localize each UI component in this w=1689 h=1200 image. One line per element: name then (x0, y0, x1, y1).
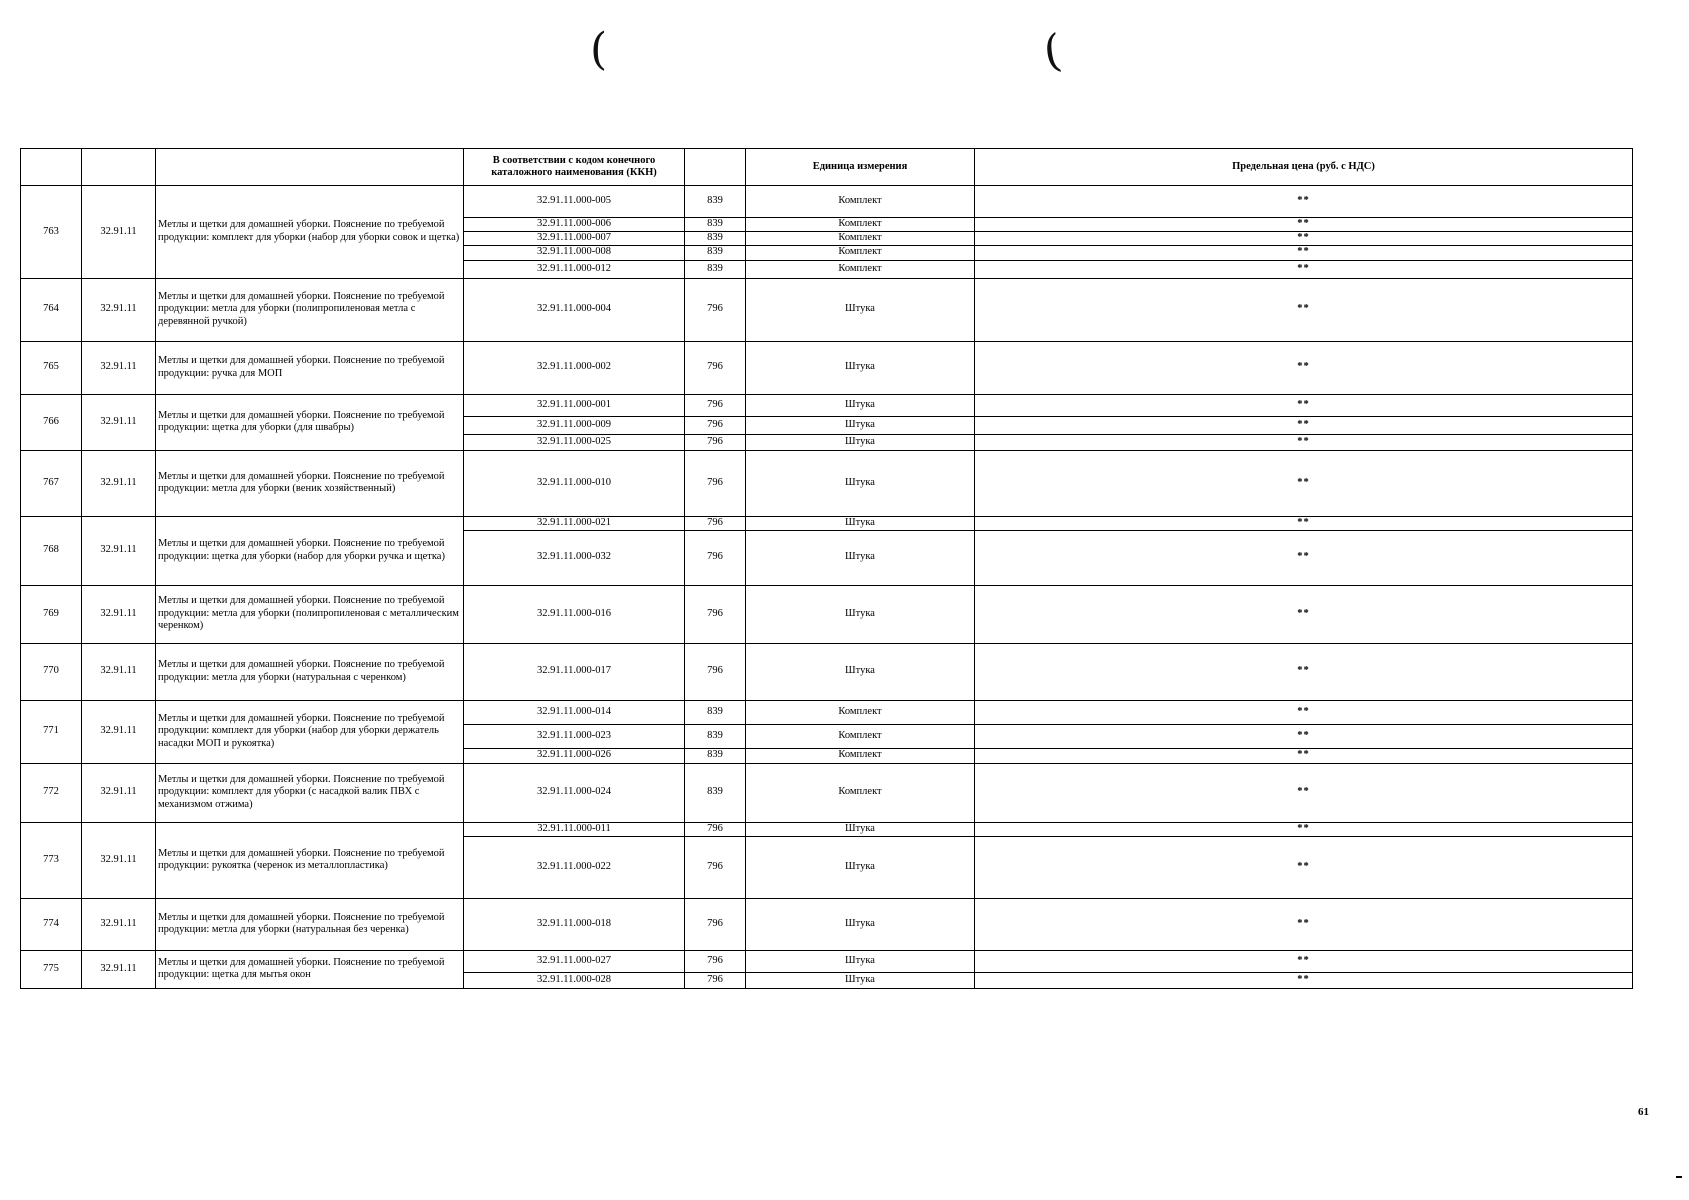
okpd-code: 32.91.11 (82, 585, 156, 643)
kkn-code: 32.91.11.000-027 (464, 950, 685, 972)
item-number: 765 (21, 341, 82, 394)
item-description: Метлы и щетки для домашней уборки. Пояснение по требуемой продукции: комплект для уборки (набор для уборки держатель насадки МОП и рукоятка) (156, 700, 464, 763)
unit-name: Штука (746, 341, 975, 394)
kkn-code: 32.91.11.000-022 (464, 836, 685, 898)
okpd-code: 32.91.11 (82, 450, 156, 516)
kkn-code: 32.91.11.000-012 (464, 260, 685, 278)
okei-code: 839 (685, 245, 746, 260)
max-price: ** (975, 218, 1633, 232)
header-unit: Единица измерения (746, 149, 975, 186)
okpd-code: 32.91.11 (82, 822, 156, 898)
okpd-code: 32.91.11 (82, 278, 156, 341)
unit-name: Штука (746, 434, 975, 450)
item-number: 771 (21, 700, 82, 763)
item-number: 769 (21, 585, 82, 643)
okpd-code: 32.91.11 (82, 643, 156, 700)
kkn-code: 32.91.11.000-011 (464, 822, 685, 836)
item-description: Метлы и щетки для домашней уборки. Пояснение по требуемой продукции: комплект для уборки (с насадкой валик ПВХ с механизмом отжима) (156, 763, 464, 822)
unit-name: Комплект (746, 724, 975, 748)
unit-name: Штука (746, 516, 975, 530)
max-price: ** (975, 186, 1633, 218)
table-row (21, 341, 1633, 394)
max-price: ** (975, 763, 1633, 822)
okei-code: 796 (685, 416, 746, 434)
max-price: ** (975, 434, 1633, 450)
max-price: ** (975, 585, 1633, 643)
unit-name: Штука (746, 836, 975, 898)
kkn-code: 32.91.11.000-018 (464, 898, 685, 950)
header-desc (156, 149, 464, 186)
table-row (21, 950, 1633, 972)
okei-code: 796 (685, 898, 746, 950)
table-row (21, 186, 1633, 218)
unit-name: Штука (746, 394, 975, 416)
unit-name: Комплект (746, 700, 975, 724)
table-row (21, 585, 1633, 643)
kkn-code: 32.91.11.000-001 (464, 394, 685, 416)
item-description: Метлы и щетки для домашней уборки. Пояснение по требуемой продукции: щетка для мытья окон (156, 950, 464, 988)
kkn-code: 32.91.11.000-008 (464, 245, 685, 260)
item-number: 767 (21, 450, 82, 516)
okei-code: 796 (685, 394, 746, 416)
kkn-code: 32.91.11.000-009 (464, 416, 685, 434)
unit-name: Штука (746, 643, 975, 700)
unit-name: Комплект (746, 260, 975, 278)
okei-code: 796 (685, 434, 746, 450)
okei-code: 796 (685, 585, 746, 643)
kkn-code: 32.91.11.000-016 (464, 585, 685, 643)
okpd-code: 32.91.11 (82, 516, 156, 585)
item-description: Метлы и щетки для домашней уборки. Пояснение по требуемой продукции: ручка для МОП (156, 341, 464, 394)
table-row (21, 450, 1633, 516)
max-price: ** (975, 516, 1633, 530)
table-row (21, 278, 1633, 341)
max-price: ** (975, 416, 1633, 434)
unit-name: Штука (746, 530, 975, 585)
okei-code: 839 (685, 763, 746, 822)
table-body (21, 186, 1633, 989)
kkn-code: 32.91.11.000-002 (464, 341, 685, 394)
unit-name: Штука (746, 898, 975, 950)
table-header-row (21, 149, 1633, 186)
max-price: ** (975, 700, 1633, 724)
unit-name: Штука (746, 450, 975, 516)
item-description: Метлы и щетки для домашней уборки. Пояснение по требуемой продукции: щетка для уборки (набор для уборки ручка и щетка) (156, 516, 464, 585)
okei-code: 839 (685, 218, 746, 232)
max-price: ** (975, 836, 1633, 898)
okei-code: 796 (685, 516, 746, 530)
okpd-code: 32.91.11 (82, 186, 156, 279)
okpd-code: 32.91.11 (82, 763, 156, 822)
table-row (21, 516, 1633, 530)
item-description: Метлы и щетки для домашней уборки. Пояснение по требуемой продукции: метла для уборки (натуральная без черенка) (156, 898, 464, 950)
unit-name: Штука (746, 585, 975, 643)
scan-mark-right: ( (1040, 25, 1065, 78)
kkn-code: 32.91.11.000-023 (464, 724, 685, 748)
max-price: ** (975, 260, 1633, 278)
unit-name: Комплект (746, 218, 975, 232)
okpd-code: 32.91.11 (82, 950, 156, 988)
table-row (21, 763, 1633, 822)
okei-code: 796 (685, 972, 746, 988)
table-row (21, 643, 1633, 700)
header-price: Предельная цена (руб. с НДС) (975, 149, 1633, 186)
item-number: 773 (21, 822, 82, 898)
item-description: Метлы и щетки для домашней уборки. Пояснение по требуемой продукции: метла для уборки (полипропиленовая с металлическим черенком) (156, 585, 464, 643)
item-number: 764 (21, 278, 82, 341)
unit-name: Штука (746, 822, 975, 836)
kkn-code: 32.91.11.000-014 (464, 700, 685, 724)
item-description: Метлы и щетки для домашней уборки. Пояснение по требуемой продукции: метла для уборки (веник хозяйственный) (156, 450, 464, 516)
max-price: ** (975, 394, 1633, 416)
header-okei (685, 149, 746, 186)
okei-code: 839 (685, 260, 746, 278)
kkn-code: 32.91.11.000-007 (464, 231, 685, 245)
unit-name: Комплект (746, 231, 975, 245)
item-description: Метлы и щетки для домашней уборки. Пояснение по требуемой продукции: рукоятка (черенок из металлопластика) (156, 822, 464, 898)
kkn-code: 32.91.11.000-010 (464, 450, 685, 516)
max-price: ** (975, 231, 1633, 245)
unit-name: Комплект (746, 245, 975, 260)
kkn-code: 32.91.11.000-028 (464, 972, 685, 988)
item-number: 772 (21, 763, 82, 822)
item-description: Метлы и щетки для домашней уборки. Пояснение по требуемой продукции: метла для уборки (полипропиленовая метла с деревянной ручкой) (156, 278, 464, 341)
item-number: 775 (21, 950, 82, 988)
okei-code: 796 (685, 341, 746, 394)
okei-code: 839 (685, 186, 746, 218)
kkn-code: 32.91.11.000-017 (464, 643, 685, 700)
max-price: ** (975, 530, 1633, 585)
okei-code: 839 (685, 700, 746, 724)
kkn-code: 32.91.11.000-021 (464, 516, 685, 530)
okpd-code: 32.91.11 (82, 898, 156, 950)
table-row (21, 700, 1633, 724)
item-description: Метлы и щетки для домашней уборки. Пояснение по требуемой продукции: комплект для уборки (набор для уборки совок и щетка) (156, 186, 464, 279)
okei-code: 796 (685, 278, 746, 341)
unit-name: Штука (746, 278, 975, 341)
okei-code: 839 (685, 231, 746, 245)
item-number: 766 (21, 394, 82, 450)
okei-code: 796 (685, 450, 746, 516)
table-row (21, 394, 1633, 416)
okei-code: 796 (685, 530, 746, 585)
kkn-code: 32.91.11.000-026 (464, 748, 685, 763)
price-table (20, 148, 1633, 989)
kkn-code: 32.91.11.000-006 (464, 218, 685, 232)
scan-mark-left: ( (590, 24, 608, 75)
kkn-code: 32.91.11.000-024 (464, 763, 685, 822)
page-number: 61 (1638, 1106, 1649, 1118)
max-price: ** (975, 950, 1633, 972)
okpd-code: 32.91.11 (82, 341, 156, 394)
kkn-code: 32.91.11.000-004 (464, 278, 685, 341)
max-price: ** (975, 822, 1633, 836)
okei-code: 796 (685, 950, 746, 972)
max-price: ** (975, 245, 1633, 260)
okei-code: 839 (685, 724, 746, 748)
max-price: ** (975, 278, 1633, 341)
header-num (21, 149, 82, 186)
max-price: ** (975, 341, 1633, 394)
kkn-code: 32.91.11.000-025 (464, 434, 685, 450)
okei-code: 796 (685, 822, 746, 836)
okei-code: 839 (685, 748, 746, 763)
item-number: 774 (21, 898, 82, 950)
max-price: ** (975, 898, 1633, 950)
table-row (21, 822, 1633, 836)
kkn-code: 32.91.11.000-005 (464, 186, 685, 218)
unit-name: Штука (746, 972, 975, 988)
header-kkn: В соответствии с кодом конечного каталожного наименования (ККН) (464, 149, 685, 186)
item-description: Метлы и щетки для домашней уборки. Пояснение по требуемой продукции: метла для уборки (натуральная с черенком) (156, 643, 464, 700)
kkn-code: 32.91.11.000-032 (464, 530, 685, 585)
unit-name: Комплект (746, 763, 975, 822)
max-price: ** (975, 450, 1633, 516)
item-number: 763 (21, 186, 82, 279)
item-number: 770 (21, 643, 82, 700)
max-price: ** (975, 643, 1633, 700)
item-number: 768 (21, 516, 82, 585)
okpd-code: 32.91.11 (82, 394, 156, 450)
okei-code: 796 (685, 643, 746, 700)
max-price: ** (975, 972, 1633, 988)
table-row (21, 898, 1633, 950)
unit-name: Штука (746, 950, 975, 972)
scan-tick (1676, 1176, 1682, 1178)
item-description: Метлы и щетки для домашней уборки. Пояснение по требуемой продукции: щетка для уборки (для швабры) (156, 394, 464, 450)
unit-name: Комплект (746, 748, 975, 763)
header-okpd (82, 149, 156, 186)
okpd-code: 32.91.11 (82, 700, 156, 763)
max-price: ** (975, 748, 1633, 763)
okei-code: 796 (685, 836, 746, 898)
unit-name: Комплект (746, 186, 975, 218)
max-price: ** (975, 724, 1633, 748)
unit-name: Штука (746, 416, 975, 434)
